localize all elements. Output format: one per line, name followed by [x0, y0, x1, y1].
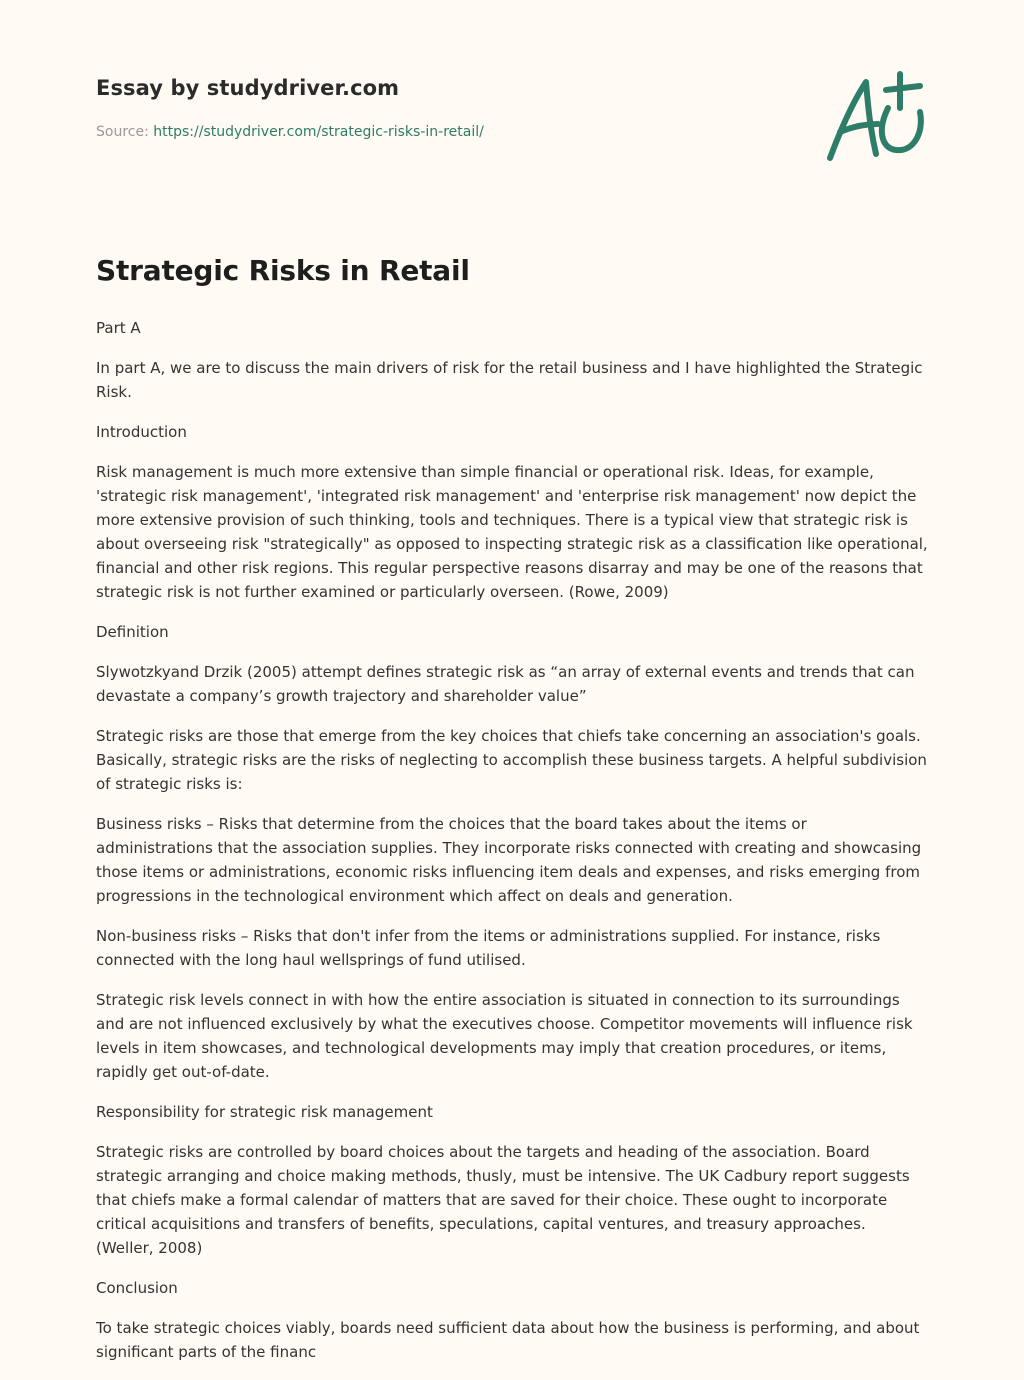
- paragraph-introduction: Risk management is much more extensive than simple financial or operational risk. Ideas, for example, 'strategic risk management', 'integrated risk management' and 'enterprise risk management' now depict the more extensive provision of such thinking, tools and techniques. There is a typical view that strategic risk is about overseeing risk "strategically" as opposed to inspecting strategic risk as a classification like operational, financial and other risk regions. This regular perspective reasons disarray and may be one of the reasons that strategic risk is not further examined or particularly overseen. (Rowe, 2009): [96, 463, 928, 601]
- heading-responsibility: Responsibility for strategic risk management: [96, 1103, 433, 1121]
- paragraph-intro-statement: In part A, we are to discuss the main drivers of risk for the retail business and I have highlighted the Strategic Risk.: [96, 359, 923, 401]
- paragraph-definition: Slywotzkyand Drzik (2005) attempt defines strategic risk as “an array of external events and trends that can devastate a company’s growth trajectory and shareholder value”: [96, 663, 915, 705]
- source-link[interactable]: https://studydriver.com/strategic-risks-in-retail/: [153, 124, 484, 140]
- paragraph-business-risks: Business risks – Risks that determine from the choices that the board takes about the items or administrations that the association supplies. They incorporate risks connected with creating and showcasing those items or administrations, economic risks influencing item deals and expenses, and risks emerging from progressions in the technological environment which affect on deals and generation.: [96, 815, 922, 905]
- document-body: [96, 316, 928, 1380]
- paragraph-risk-levels: Strategic risk levels connect in with how the entire association is situated in connection to its surroundings and are not influenced exclusively by what the executives choose. Competitor movements will influence risk levels in item showcases, and technological developments may imply that creation procedures, or items, rapidly get out-of-date.: [96, 991, 913, 1081]
- a-plus-logo-icon: [820, 66, 930, 166]
- paragraph-non-business-risks: Non-business risks – Risks that don't infer from the items or administrations supplied. For instance, risks connected with the long haul wellsprings of fund utilised.: [96, 927, 881, 969]
- source-label: Source:: [96, 124, 154, 140]
- paragraph-strategic-risks: Strategic risks are those that emerge from the key choices that chiefs take concerning an association's goals. Basically, strategic risks are the risks of neglecting to accomplish these business targets. A helpful subdivision of strategic risks is:: [96, 727, 927, 793]
- heading-conclusion: Conclusion: [96, 1279, 178, 1297]
- paragraph-conclusion: To take strategic choices viably, boards need sufficient data about how the business is performing, and about significant parts of the financ: [96, 1319, 920, 1361]
- heading-introduction: Introduction: [96, 423, 187, 441]
- document-title: Strategic Risks in Retail: [96, 254, 470, 287]
- source-line: [96, 124, 484, 140]
- site-brand: Essay by studydriver.com: [96, 76, 400, 100]
- heading-definition: Definition: [96, 623, 169, 641]
- paragraph-responsibility: Strategic risks are controlled by board choices about the targets and heading of the association. Board strategic arranging and choice making methods, thusly, must be intensive. The UK Cadbury report suggests that chiefs make a formal calendar of matters that are saved for their choice. These ought to incorporate critical acquisitions and transfers of benefits, speculations, capital ventures, and treasury approaches. (Weller, 2008): [96, 1143, 910, 1257]
- paragraph-part-a: Part A: [96, 319, 141, 337]
